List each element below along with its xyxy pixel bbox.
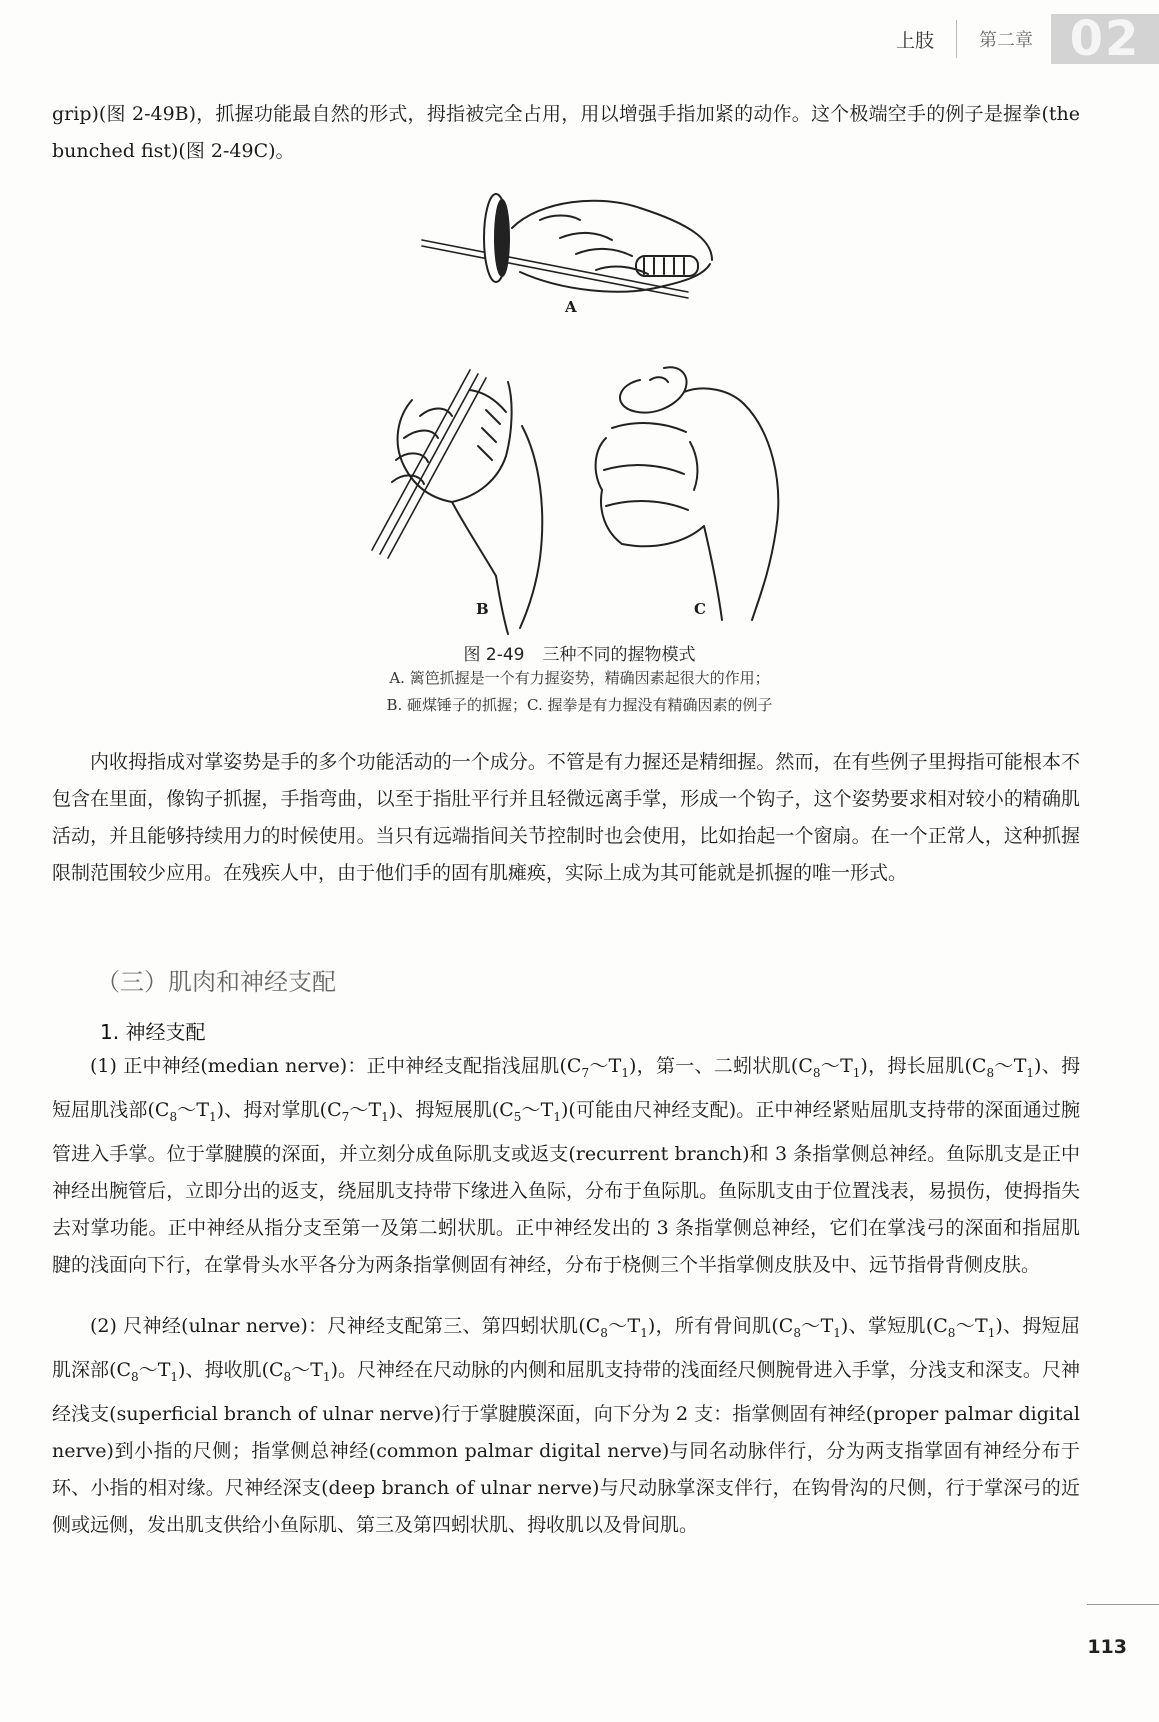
subscript: 1	[621, 1065, 629, 1080]
text-span: ～T	[521, 1098, 554, 1121]
subscript: 8	[600, 1325, 608, 1340]
text-span: )、拇短屈肌深部(C	[52, 1315, 1080, 1381]
subscript: 1	[987, 1325, 996, 1340]
subscript: 1	[1026, 1065, 1035, 1080]
illustration-c-fist	[596, 367, 779, 620]
subscript: 1	[833, 1325, 841, 1340]
figure-label-a: A	[565, 298, 577, 316]
caption-line-2: B. 砸煤锤子的抓握；C. 握拳是有力握没有精确因素的例子	[386, 696, 773, 714]
paragraph-hook-grip	[52, 744, 1080, 892]
intro-paragraph	[52, 96, 1080, 170]
text-span: )、拇对掌肌(C	[216, 1098, 342, 1121]
subscript: 5	[513, 1109, 522, 1124]
text-span: ～T	[177, 1098, 209, 1121]
caption-line-1: A. 篱笆抓握是一个有力握姿势，精确因素起很大的作用；	[389, 669, 770, 687]
page-number: 113	[1087, 1636, 1127, 1658]
text-span: (2) 尺神经(ulnar nerve)：尺神经支配第三、第四蚓状肌(C	[90, 1315, 601, 1337]
illustration-b-hammer-grip	[372, 370, 542, 634]
header-chapter-title: 第二章	[979, 30, 1033, 51]
text-span: ～T	[955, 1315, 988, 1337]
paragraph-hook-grip-text: 内收拇指成对掌姿势是手的多个功能活动的一个成分。不管是有力握还是精细握。然而，在有些例子里拇指可能根本不包含在里面，像钩子抓握，手指弯曲，以至于指肚平行并且轻微远离手掌，形成一个钩子，这个姿势要求相对较小的精确肌活动，并且能够持续用力的时候使用。当只有远端指间关节控制时也会使用，比如抬起一个窗扇。在一个正常人，这种抓握限制范围较少应用。在残疾人中，由于他们手的固有肌瘫痪，实际上成为其可能就是抓握的唯一形式。	[52, 751, 1080, 884]
subscript: 7	[341, 1109, 350, 1124]
text-span: )、掌短肌(C	[840, 1315, 948, 1337]
text-span: )，所有骨间肌(C	[647, 1315, 794, 1337]
header-part-title: 上肢	[895, 29, 934, 52]
text-span: ～T	[138, 1358, 171, 1381]
subscript: 8	[986, 1065, 995, 1080]
paragraph-median-nerve	[52, 1048, 1080, 1284]
running-header	[895, 11, 1159, 67]
text-span: )。尺神经在尺动脉的内侧和屈肌支持带的浅面经尺侧腕骨进入手掌，分浅支和深支。尺神经浅支(superficial branch of ulnar nerve)行于掌腱膜深面，向下分为 2 支：指掌侧固有神经(proper palmar digital nerve)到小指的尺侧；指掌侧总神经(common palmar digital nerve)与同名动脉伴行，分为两支指掌固有神经分布于环、小指的相对缘。尺神经深支(deep branch of ulnar nerve)与尺动脉掌深支伴行，在钩骨沟的尺侧，行于掌深弓的近侧或远侧，发出肌支供给小鱼际肌、第三及第四蚓状肌、拇收肌以及骨间肌。	[52, 1358, 1080, 1536]
text-span: )，第一、二蚓状肌(C	[628, 1055, 813, 1077]
caption-title-row	[0, 640, 1159, 665]
illustration-a-fence-grip	[422, 194, 712, 298]
subheading: 1. 神经支配	[100, 1020, 206, 1044]
subscript: 1	[852, 1065, 861, 1080]
subscript: 1	[553, 1109, 561, 1124]
footer-rule	[1087, 1604, 1159, 1605]
subscript: 8	[283, 1369, 292, 1384]
text-span: ～T	[800, 1315, 834, 1337]
section-heading: （三）肌肉和神经支配	[96, 968, 336, 996]
figure-caption	[0, 640, 1159, 719]
subscript: 1	[640, 1325, 648, 1340]
median-nerve-text	[52, 1048, 1080, 1284]
subscript: 1	[170, 1369, 179, 1384]
text-span: ～T	[820, 1055, 853, 1077]
text-span: ～T	[607, 1315, 641, 1337]
subscript: 7	[581, 1065, 590, 1080]
subscript: 8	[793, 1325, 801, 1340]
text-span: ～T	[994, 1055, 1027, 1077]
text-span: )、拇短屈肌浅部(C	[52, 1055, 1080, 1121]
intro-text: grip)(图 2-49B)，抓握功能最自然的形式，拇指被完全占用，用以增强手指加紧的动作。这个极端空手的例子是握拳(the bunched fist)(图 2-49C)。	[52, 103, 1080, 162]
text-span: ～T	[349, 1098, 382, 1121]
subscript: 1	[209, 1109, 217, 1124]
subscript: 8	[169, 1109, 178, 1124]
text-span: )、拇收肌(C	[178, 1358, 284, 1381]
subscript: 8	[812, 1065, 821, 1080]
subscript: 1	[381, 1109, 389, 1124]
text-span: )(可能由尺神经支配)。正中神经紧贴屈肌支持带的深面通过腕管进入手掌。位于掌腱膜的深面，并立刻分成鱼际肌支或返支(recurrent branch)和 3 条指掌侧总神经。鱼际肌支是正中神经出腕管后，立即分出的返支，绕屈肌支持带下缘进入鱼际，分布于鱼际肌。鱼际肌支由于位置浅表，易损伤，使拇指失去对掌功能。正中神经从指分支至第一及第二蚓状肌。正中神经发出的 3 条指掌侧总神经，它们在掌浅弓的深面和指屈肌腱的浅面向下行，在掌骨头水平各分为两条指掌侧固有神经，分布于桡侧三个半指掌侧皮肤及中、远节指骨背侧皮肤。	[52, 1098, 1080, 1276]
text-span: ～T	[589, 1055, 622, 1077]
header-divider	[956, 20, 957, 58]
caption-figure-number: 图 2-49	[463, 645, 525, 665]
figure-label-b: B	[476, 600, 489, 618]
figure-label-c: C	[694, 600, 706, 618]
paragraph-ulnar-nerve	[52, 1308, 1080, 1544]
caption-title: 三种不同的握物模式	[542, 645, 696, 665]
subscript: 1	[322, 1369, 331, 1384]
subscript: 8	[131, 1369, 139, 1384]
text-span: ～T	[291, 1358, 323, 1381]
subscript: 8	[947, 1325, 956, 1340]
header-chapter-number: 02	[1051, 14, 1159, 64]
text-span: )、拇短展肌(C	[388, 1098, 514, 1121]
text-span: (1) 正中神经(median nerve)：正中神经支配指浅屈肌(C	[90, 1055, 582, 1077]
ulnar-nerve-text	[52, 1308, 1080, 1544]
text-span: )，拇长屈肌(C	[860, 1055, 987, 1077]
